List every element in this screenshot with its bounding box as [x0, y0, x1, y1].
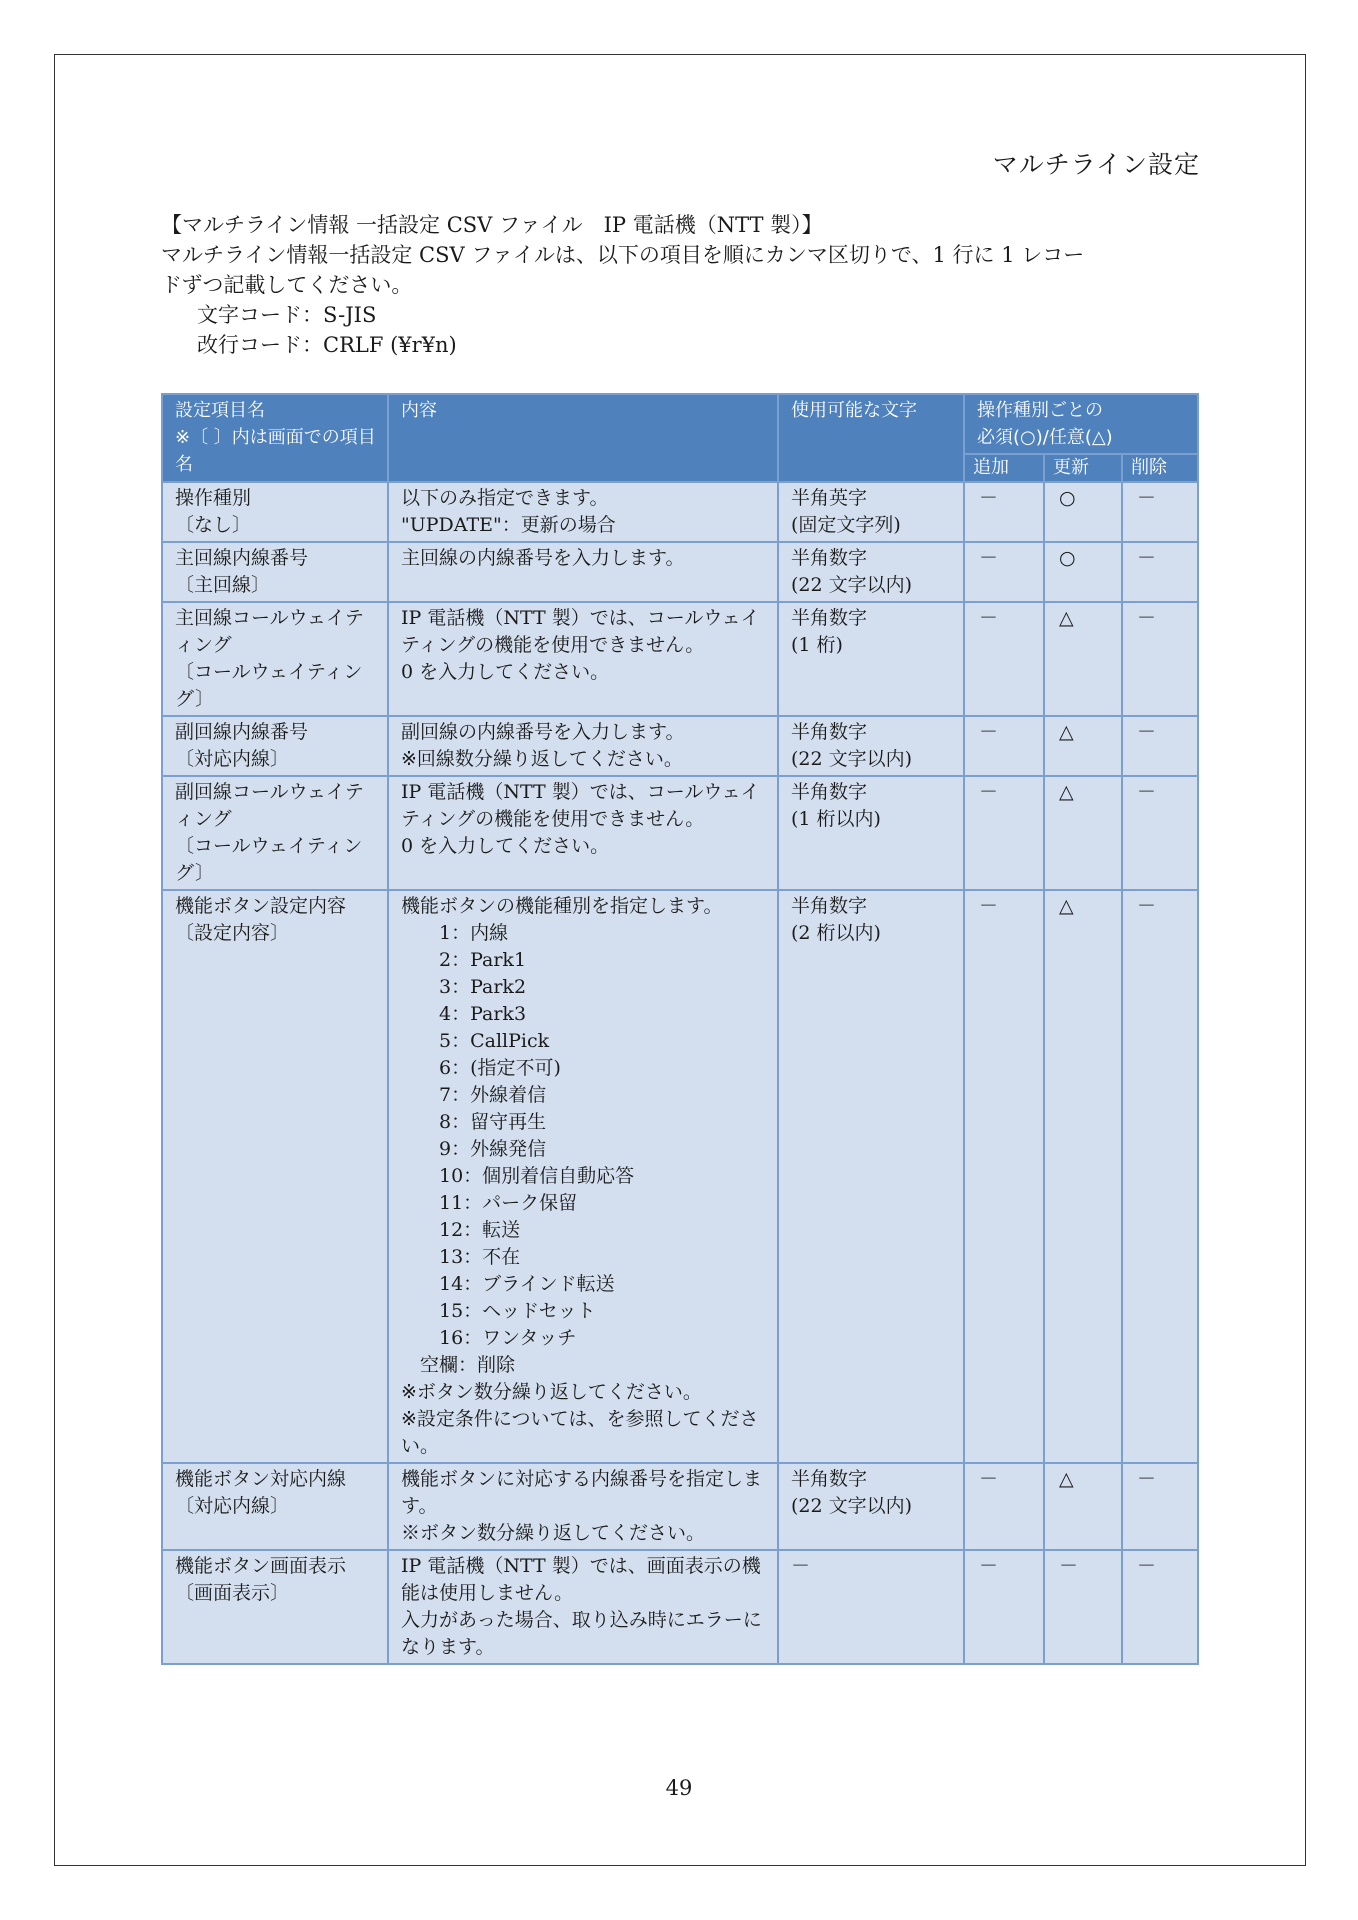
cell-delete: － [1122, 542, 1198, 602]
table-row [162, 1463, 1198, 1550]
cell-content: 機能ボタンの機能種別を指定します。 1：内線 2：Park1 3：Park2 4：Park3 5：CallPick 6：(指定不可) 7：外線着信 8：留守再生 9：外線発信 10：個別着信自動応答 11：パーク保留 12：転送 13：不在 14：ブラインド転送 15：ヘッドセット 16：ワンタッチ 空欄：削除 ※ボタン数分繰り返してください。 ※設定条件については、を参照してください。 [388, 890, 778, 1463]
cell-update: △ [1044, 776, 1122, 890]
cell-update: △ [1044, 890, 1122, 1463]
cell-allowed-chars: 半角数字 (22 文字以内) [778, 716, 964, 776]
cell-add: － [964, 1463, 1044, 1550]
header-allowed-chars: 使用可能な文字 [778, 394, 964, 482]
cell-update: ○ [1044, 542, 1122, 602]
table-row [162, 890, 1198, 1463]
newline-note: 改行コード：CRLF (¥r¥n) [197, 333, 457, 357]
cell-add: － [964, 716, 1044, 776]
cell-allowed-chars: 半角数字 (22 文字以内) [778, 1463, 964, 1550]
cell-item-name: 副回線コールウェイティング 〔コールウェイティング〕 [162, 776, 388, 890]
header-operation-type: 操作種別ごとの 必須(○)/任意(△) [964, 394, 1198, 454]
cell-item-name: 機能ボタン設定内容 〔設定内容〕 [162, 890, 388, 1463]
cell-allowed-chars: 半角数字 (1 桁) [778, 602, 964, 716]
intro-text-line1: マルチライン情報一括設定 CSV ファイルは、以下の項目を順にカンマ区切りで、1 行に 1 レコー [161, 243, 1085, 267]
cell-item-name: 主回線内線番号 〔主回線〕 [162, 542, 388, 602]
cell-content: 機能ボタンに対応する内線番号を指定します。 ※ボタン数分繰り返してください。 [388, 1463, 778, 1550]
table-row [162, 716, 1198, 776]
cell-delete: － [1122, 1463, 1198, 1550]
cell-content: IP 電話機（NTT 製）では、コールウェイティングの機能を使用できません。 0 を入力してください。 [388, 602, 778, 716]
cell-delete: － [1122, 776, 1198, 890]
intro-text-line2: ドずつ記載してください。 [161, 273, 413, 297]
cell-allowed-chars: － [778, 1550, 964, 1664]
cell-content: 主回線の内線番号を入力します。 [388, 542, 778, 602]
csv-spec-table [161, 393, 1199, 1665]
cell-content: IP 電話機（NTT 製）では、コールウェイティングの機能を使用できません。 0 を入力してください。 [388, 776, 778, 890]
cell-add: － [964, 890, 1044, 1463]
cell-allowed-chars: 半角数字 (22 文字以内) [778, 542, 964, 602]
cell-update: － [1044, 1550, 1122, 1664]
cell-add: － [964, 482, 1044, 542]
header-item-name: 設定項目名 ※〔 〕内は画面での項目名 [162, 394, 388, 482]
cell-add: － [964, 542, 1044, 602]
cell-update: △ [1044, 1463, 1122, 1550]
cell-content: IP 電話機（NTT 製）では、画面表示の機能は使用しません。 入力があった場合、取り込み時にエラーになります。 [388, 1550, 778, 1664]
header-content: 内容 [388, 394, 778, 482]
cell-update: △ [1044, 602, 1122, 716]
table-row [162, 602, 1198, 716]
table-row [162, 776, 1198, 890]
cell-add: － [964, 1550, 1044, 1664]
cell-add: － [964, 776, 1044, 890]
cell-delete: － [1122, 716, 1198, 776]
cell-delete: － [1122, 602, 1198, 716]
cell-delete: － [1122, 1550, 1198, 1664]
header-delete: 削除 [1122, 454, 1198, 482]
cell-item-name: 副回線内線番号 〔対応内線〕 [162, 716, 388, 776]
cell-update: ○ [1044, 482, 1122, 542]
cell-delete: － [1122, 890, 1198, 1463]
intro-heading: 【マルチライン情報 一括設定 CSV ファイル IP 電話機（NTT 製）】 [161, 213, 823, 237]
cell-allowed-chars: 半角数字 (1 桁以内) [778, 776, 964, 890]
cell-allowed-chars: 半角数字 (2 桁以内) [778, 890, 964, 1463]
cell-content: 副回線の内線番号を入力します。 ※回線数分繰り返してください。 [388, 716, 778, 776]
table-row [162, 542, 1198, 602]
table-row [162, 1550, 1198, 1664]
cell-allowed-chars: 半角英字 (固定文字列) [778, 482, 964, 542]
encoding-note: 文字コード：S-JIS [197, 303, 377, 327]
table-row [162, 482, 1198, 542]
cell-delete: － [1122, 482, 1198, 542]
cell-item-name: 機能ボタン画面表示 〔画面表示〕 [162, 1550, 388, 1664]
cell-update: △ [1044, 716, 1122, 776]
cell-item-name: 操作種別 〔なし〕 [162, 482, 388, 542]
cell-item-name: 機能ボタン対応内線 〔対応内線〕 [162, 1463, 388, 1550]
header-update: 更新 [1044, 454, 1122, 482]
page-number: 49 [665, 1776, 693, 1800]
cell-content: 以下のみ指定できます。 "UPDATE"：更新の場合 [388, 482, 778, 542]
cell-item-name: 主回線コールウェイティング 〔コールウェイティング〕 [162, 602, 388, 716]
section-title: マルチライン設定 [992, 150, 1200, 179]
cell-add: － [964, 602, 1044, 716]
intro-block [161, 210, 1201, 360]
header-add: 追加 [964, 454, 1044, 482]
